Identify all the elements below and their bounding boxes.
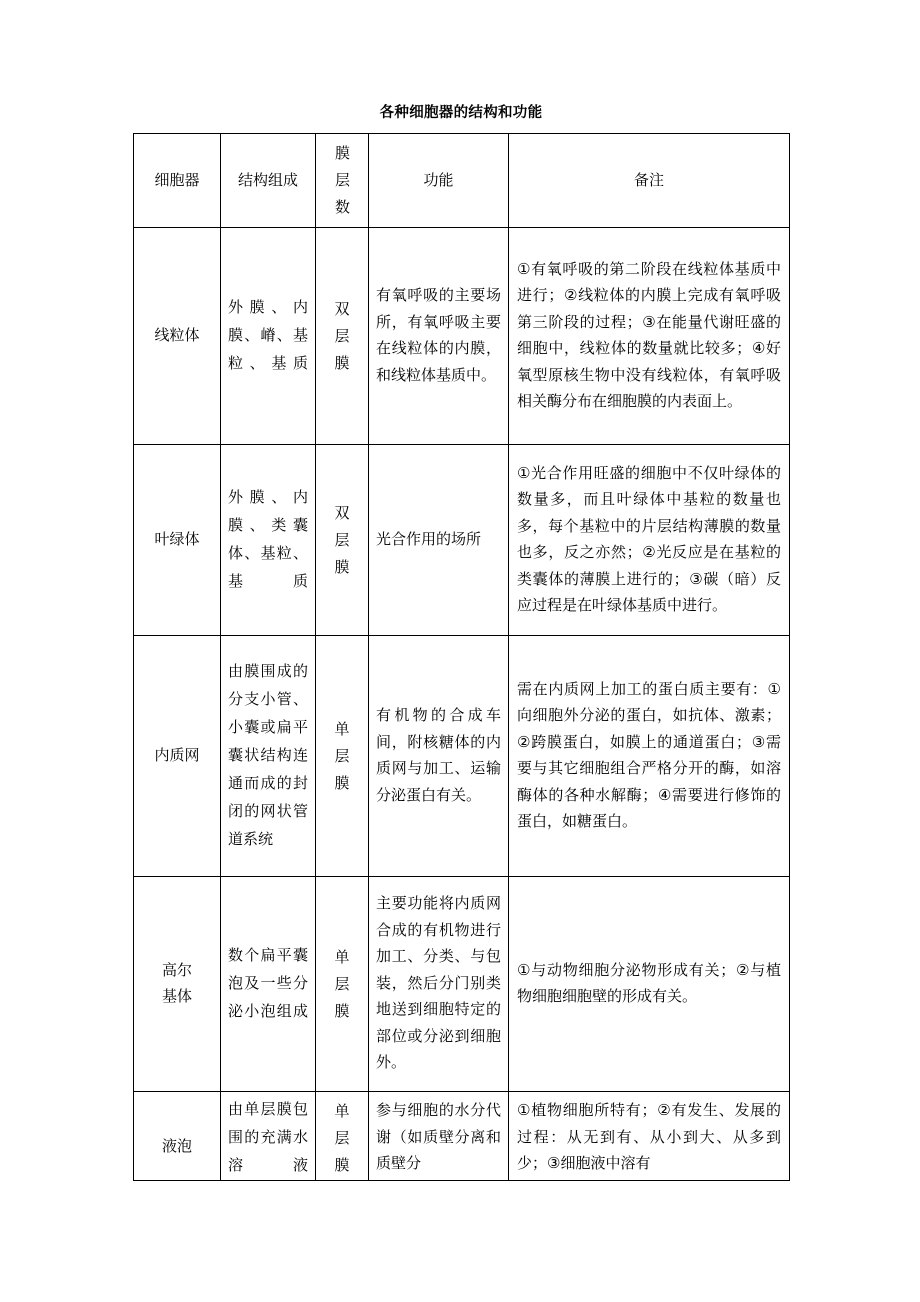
column-header-remarks: 备注 bbox=[509, 134, 790, 228]
column-header-function: 功能 bbox=[369, 134, 509, 228]
cell-structure: 外膜、内膜、类囊体、基粒、基质 bbox=[221, 445, 316, 636]
table-row bbox=[134, 1092, 790, 1181]
table-header-row bbox=[134, 134, 790, 228]
cell-membrane-layers: 单层膜 bbox=[316, 877, 369, 1092]
cell-remarks: 需在内质网上加工的蛋白质主要有：①向细胞外分泌的蛋白，如抗体、激素；②跨膜蛋白，如膜上的通道蛋白；③需要与其它细胞组合严格分开的酶，如溶酶体的各种水解酶；④需要进行修饰的蛋白，如糖蛋白。 bbox=[509, 636, 790, 877]
cell-structure: 由单层膜包围的充满水溶液 bbox=[221, 1092, 316, 1181]
cell-organelle-name: 线粒体 bbox=[134, 228, 221, 445]
column-header-organelle: 细胞器 bbox=[134, 134, 221, 228]
cell-structure: 由膜围成的分支小管、小囊或扁平囊状结构连通而成的封闭的网状管道系统 bbox=[221, 636, 316, 877]
table-row bbox=[134, 445, 790, 636]
cell-membrane-layers: 双层膜 bbox=[316, 228, 369, 445]
cell-function: 主要功能将内质网合成的有机物进行加工、分类、与包装，然后分门别类地送到细胞特定的部位或分泌到细胞外。 bbox=[369, 877, 509, 1092]
cell-membrane-layers: 双层膜 bbox=[316, 445, 369, 636]
cell-membrane-layers: 单层膜 bbox=[316, 636, 369, 877]
cell-remarks: ①与动物细胞分泌物形成有关；②与植物细胞细胞壁的形成有关。 bbox=[509, 877, 790, 1092]
column-header-membrane-layers: 膜层数 bbox=[316, 134, 369, 228]
cell-function: 光合作用的场所 bbox=[369, 445, 509, 636]
column-header-structure: 结构组成 bbox=[221, 134, 316, 228]
table-row bbox=[134, 636, 790, 877]
cell-membrane-layers: 单层膜 bbox=[316, 1092, 369, 1181]
page-title: 各种细胞器的结构和功能 bbox=[379, 105, 543, 121]
table-row bbox=[134, 877, 790, 1092]
cell-organelle-name: 液泡 bbox=[134, 1092, 221, 1181]
cell-function: 有氧呼吸的主要场所，有氧呼吸主要在线粒体的内膜，和线粒体基质中。 bbox=[369, 228, 509, 445]
cell-organelle-name: 叶绿体 bbox=[134, 445, 221, 636]
cell-remarks: ①植物细胞所特有；②有发生、发展的过程：从无到有、从小到大、从多到少；③细胞液中溶有 bbox=[509, 1092, 790, 1181]
cell-organelle-name: 高尔基体 bbox=[134, 877, 221, 1092]
cell-organelle-name: 内质网 bbox=[134, 636, 221, 877]
cell-function: 有机物的合成车间，附核糖体的内质网与加工、运输分泌蛋白有关。 bbox=[369, 636, 509, 877]
cell-remarks: ①有氧呼吸的第二阶段在线粒体基质中进行；②线粒体的内膜上完成有氧呼吸第三阶段的过程；③在能量代谢旺盛的细胞中，线粒体的数量就比较多；④好氧型原核生物中没有线粒体，有氧呼吸相关酶分布在细胞膜的内表面上。 bbox=[509, 228, 790, 445]
cell-function: 参与细胞的水分代谢（如质壁分离和质壁分 bbox=[369, 1092, 509, 1181]
cell-structure: 数个扁平囊泡及一些分泌小泡组成 bbox=[221, 877, 316, 1092]
cell-remarks: ①光合作用旺盛的细胞中不仅叶绿体的数量多，而且叶绿体中基粒的数量也多，每个基粒中的片层结构薄膜的数量也多，反之亦然；②光反应是在基粒的类囊体的薄膜上进行的；③碳（暗）反应过程是在叶绿体基质中进行。 bbox=[509, 445, 790, 636]
table-row bbox=[134, 228, 790, 445]
organelle-structure-function-table bbox=[133, 133, 790, 1181]
cell-structure: 外膜、内膜、嵴、基粒、基质 bbox=[221, 228, 316, 445]
